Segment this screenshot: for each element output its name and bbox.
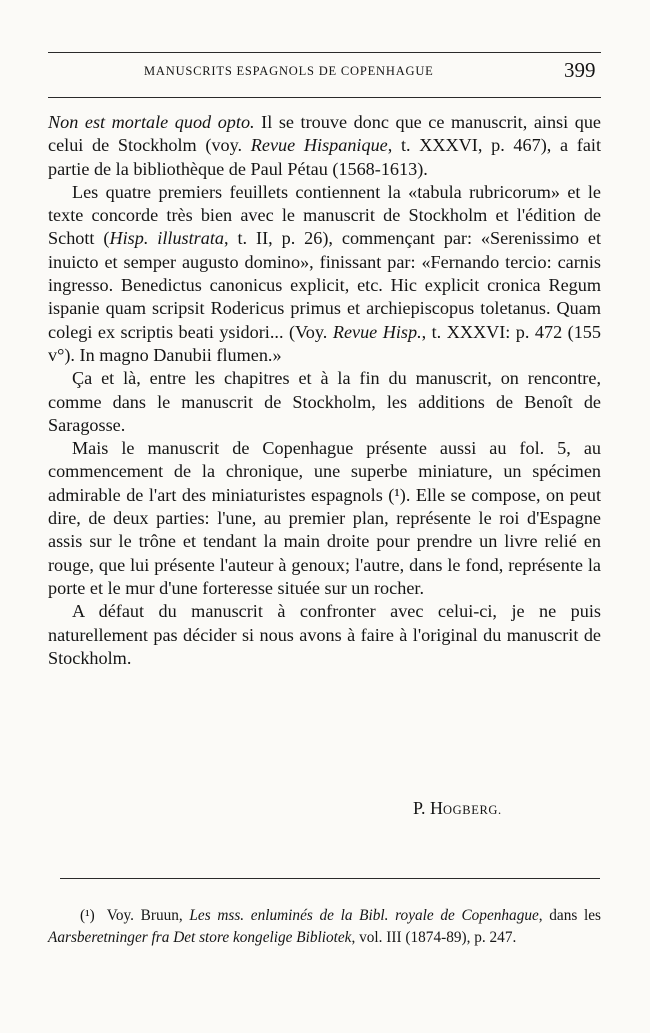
footnote-text: (¹) Voy. Bruun, Les mss. enluminés de la Bibl. royale de Copenhague, dans les Aarsberetninger fra Det store kongelige Bibliotek, vol. III (1874-89), p. 247. — [48, 907, 601, 946]
footnote-mark: (¹) — [80, 907, 95, 924]
footnote-book-title: Les mss. enluminés de la Bibl. royale de Copenhague — [189, 907, 539, 924]
journal-title: Revue Hispanique — [250, 135, 388, 156]
page-number: 399 — [564, 58, 596, 82]
paragraph-4: Mais le manuscrit de Copenhague présente aussi au fol. 5, au commencement de la chronique, une superbe miniature, un spécimen admirable de l'art des miniaturistes espagnols (¹). Elle se compose, on peut dire, de deux parties: l'une, au premier plan, représente le roi d'Espagne assis sur le trône et tendant la main droite pour prendre un livre relié en rouge, que lui présente l'auteur à genoux; l'autre, dans le fond, représente la porte et le mur d'une forteresse située sur un rocher. — [48, 438, 601, 598]
body-text — [48, 111, 601, 670]
author-signature: P. HOGBERG. — [413, 798, 502, 818]
paragraph-2: Les quatre premiers feuillets contiennent la «tabula rubricorum» et le texte concorde très bien avec le manuscrit de Stockholm et l'édition de Schott (Hisp. illustrata, t. II, p. 26), commençant par: «Serenissimo et inuicto et semper augusto domino», finissant par: «Fernando tercio: carnis ingresso. Benedictus canonicus explicit, etc. Hic explicit cronica Regum ispanie quam scripsit Rodericus primus et archiepiscopus toletanus. Quam colegi ex scriptis beati ysidori... (Voy. Revue Hisp., t. XXXVI: p. 472 (155 v°). In magno Danubii flumen.» — [48, 181, 601, 365]
header-rule — [48, 97, 601, 98]
footnote — [48, 905, 601, 948]
footnote-series-title: Aarsberetninger fra Det store kongelige Bibliotek — [48, 928, 352, 946]
paragraph-1: Non est mortale quod opto. Il se trouve donc que ce manuscrit, ainsi que celui de Stockholm (voy. Revue Hispanique, t. XXXVI, p. 467), a fait partie de la bibliothèque de Paul Pétau (1568-1613). — [48, 112, 602, 179]
paragraph-5: A défaut du manuscrit à confronter avec celui-ci, je ne puis naturellement pas décider si nous avons à faire à l'original du manuscrit de Stockholm. — [48, 601, 601, 668]
paragraph-3: Ça et là, entre les chapitres et à la fin du manuscrit, on rencontre, comme dans le manuscrit de Stockholm, les additions de Benoît de Saragosse. — [48, 368, 601, 435]
running-head: MANUSCRITS ESPAGNOLS DE COPENHAGUE — [144, 64, 434, 78]
journal-title-short: Revue Hisp. — [332, 321, 422, 342]
latin-quote: Non est mortale quod opto. — [48, 112, 255, 132]
top-rule — [48, 52, 601, 53]
book-title: Hisp. illustrata — [109, 228, 225, 249]
footnote-rule — [60, 878, 600, 879]
